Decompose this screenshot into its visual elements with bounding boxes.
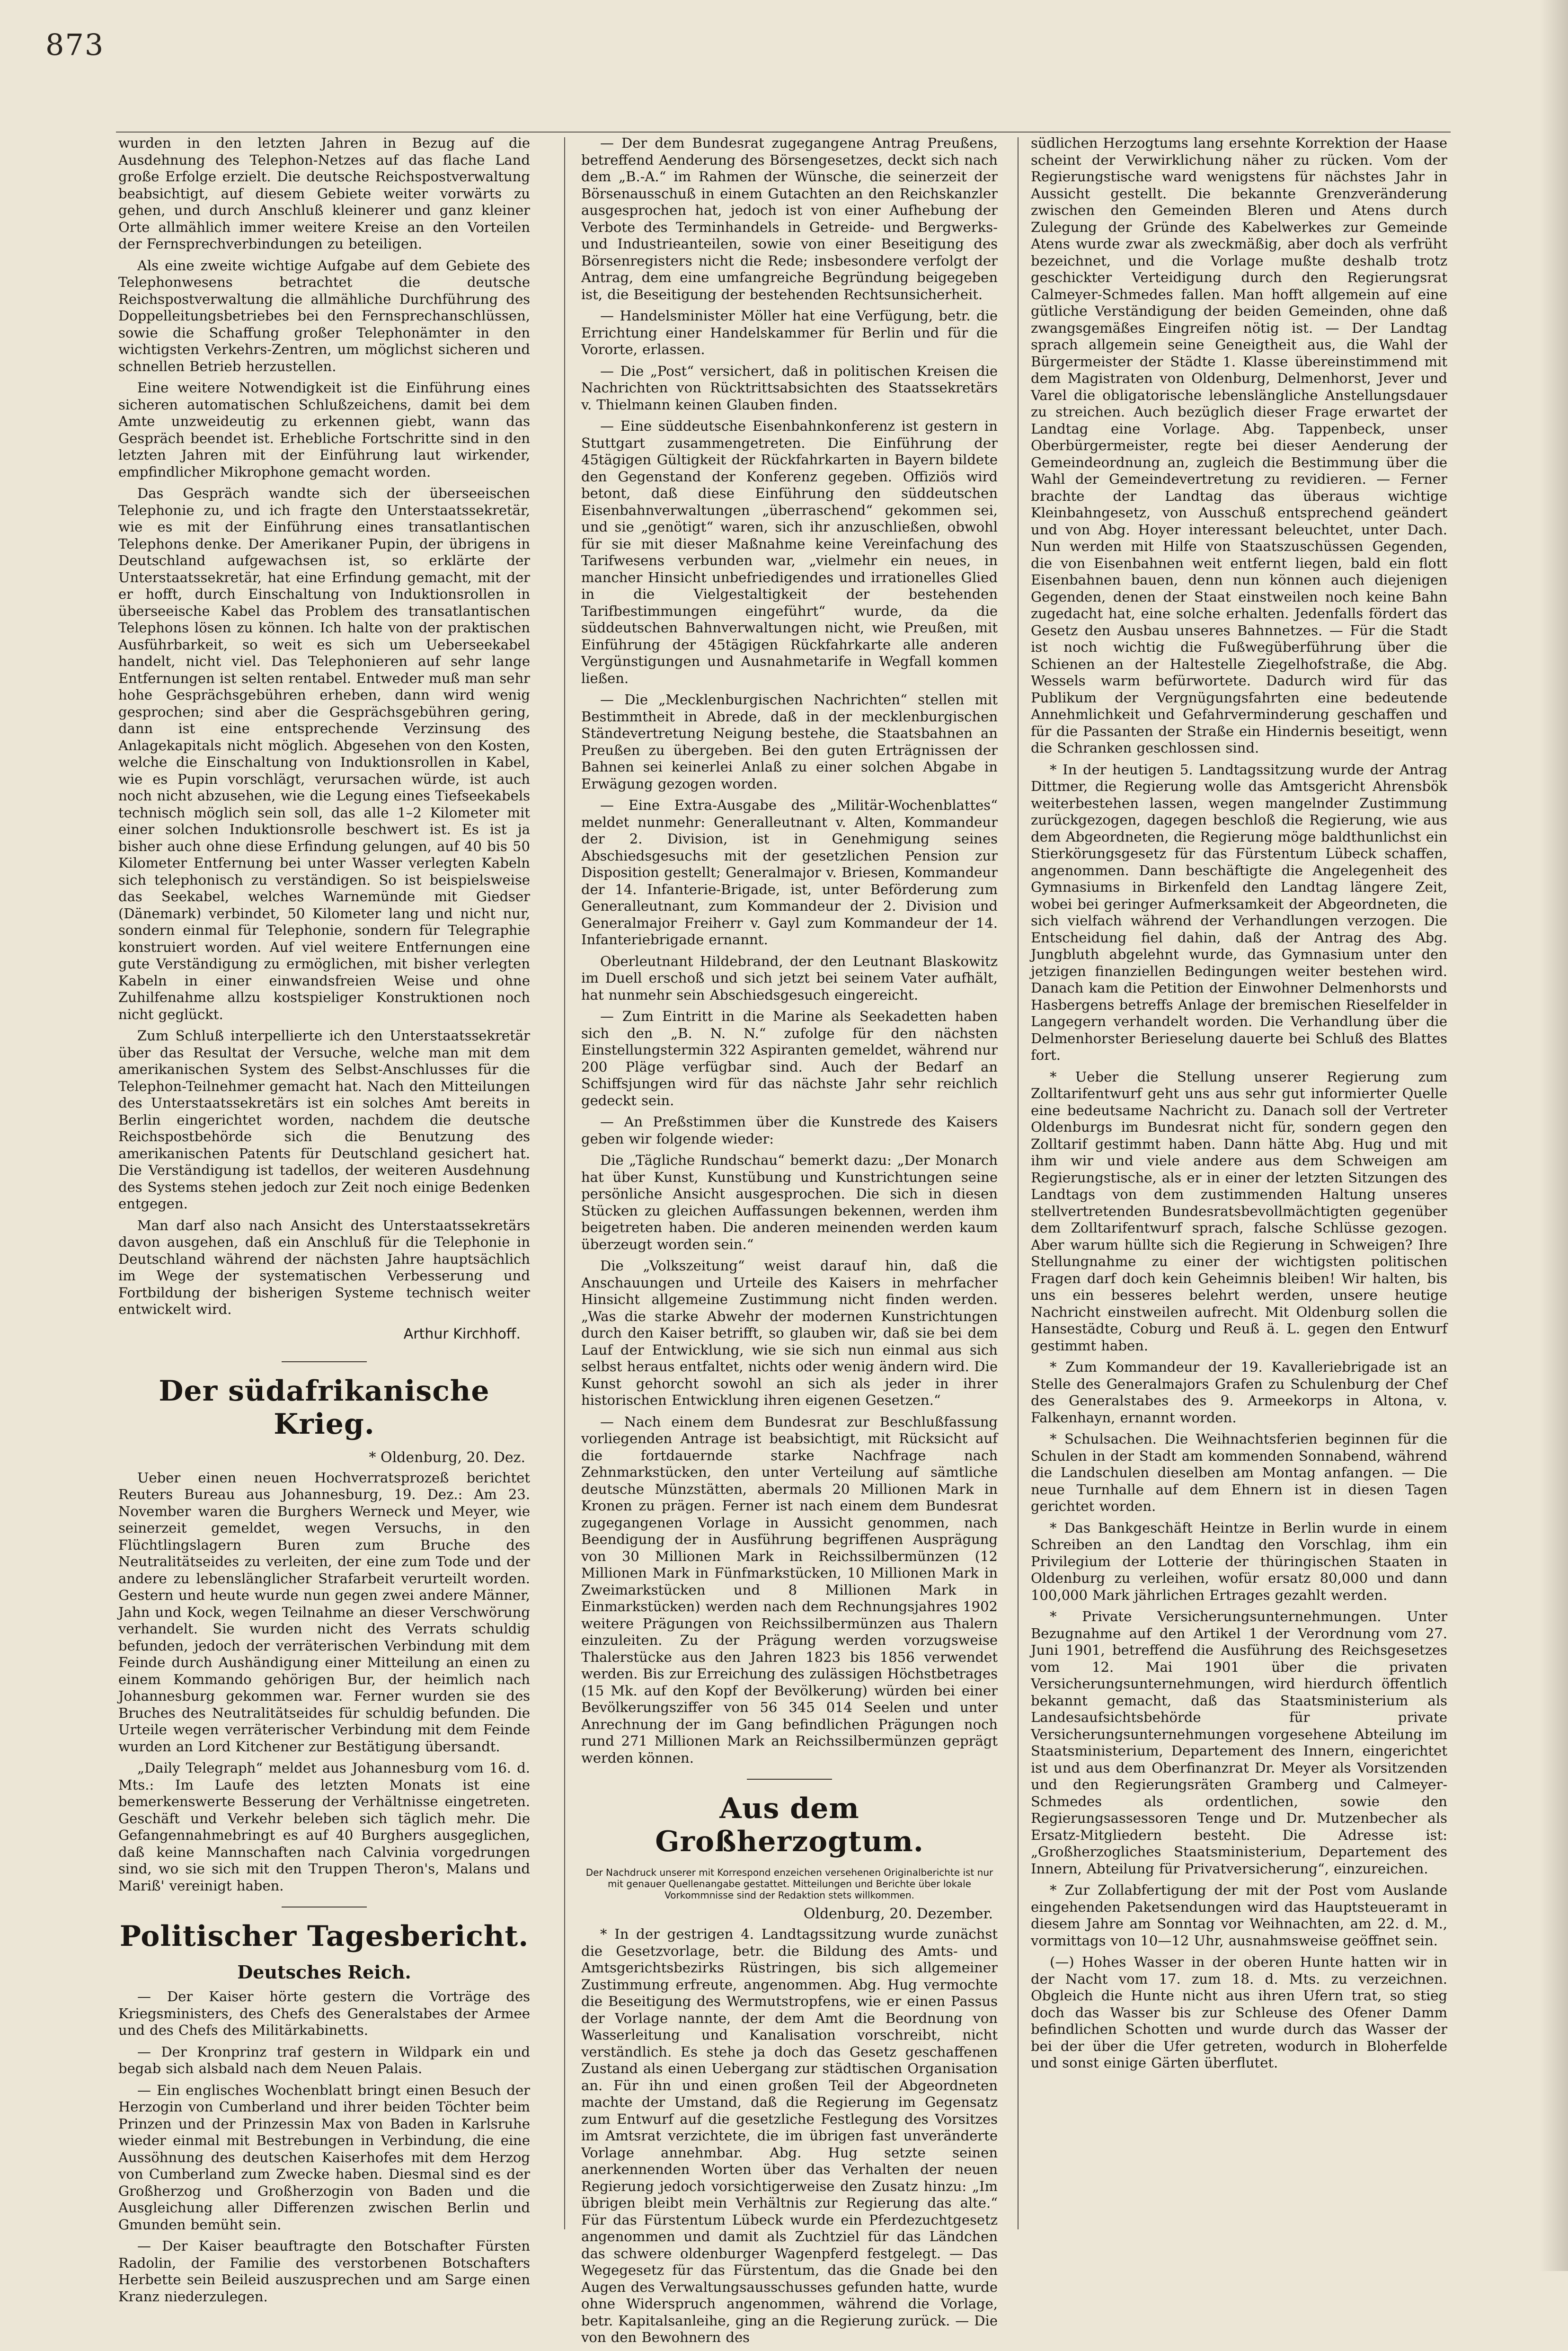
section-headline: Politischer Tagesbericht.: [119, 1920, 529, 1953]
news-item: — Eine süddeutsche Eisenbahnkonferenz ist gestern in Stuttgart zusammengetreten. Die Einführung der 45tägigen Gültigkeit der Rückfahrkarten in Bayern bildete den Gegenstand der Konferenz gegeben. Offiziös wird betont, daß diese Einführung den süddeutschen Eisenbahnverwaltungen „überraschend“ gekommen sei, und sie „genötigt“ waren, sich ihr anzuschließen, obwohl für sie mit dieser Maßnahme keine Vereinfachung des Tarifwesens verbunden war, „vielmehr ein neues, in mancher Hinsicht unbefriedigendes und irrationelles Glied in die Vielgestaltigkeit der bestehenden Tarifbestimmungen eingeführt“ wurde, da die süddeutschen Bahnverwaltungen nicht, wie Preußen, mit Einführung der 45tägigen Rückfahrkarte alle anderen Vergünstigungen und Ausnahmetarife in Wegfall kommen ließen.: [581, 418, 998, 686]
article-paragraph: wurden in den letzten Jahren in Bezug auf die Ausdehnung des Telephon-Netzes auf das flache Land große Erfolge erzielt. Die deutsche Reichspostverwaltung beabsichtigt, auf diesem Gebiete weiter vorwärts zu gehen, und durch Anschluß kleinerer und ganz kleiner Orte allmählich immer weitere Kreise an den Vorteilen der Fernsprechverbindungen zu beteiligen.: [118, 135, 530, 252]
section-headline: Der südafrikanische Krieg.: [159, 1374, 490, 1441]
news-item: * Private Versicherungsunternehmungen. Unter Bezugnahme auf den Artikel 1 der Verordnung vom 27. Juni 1901, betreffend die Ausführung des Reichsgesetzes vom 12. Mai 1901 über die privaten Versicherungsunternehmungen, wird hierdurch öffentlich bekannt gemacht, daß das Staatsministerium als Landesaufsichtsbehörde für private Versicherungsunternehmungen vorgesehene Abteilung im Staatsministerium, Departement des Innern, eingerichtet ist und aus dem Oberfinanzrat Dr. Meyer als Vorsitzenden und den Regierungsräten Gramberg und Calmeyer-Schmedes als ordentlichen, sowie den Regierungsassessoren Tenge und Dr. Mutzenbecher als Ersatz-Mitgliedern besteht. Die Adresse ist: „Großherzogliches Staatsministerium, Departement des Innern, Abteilung für Privatversicherung“, einzureichen.: [1031, 1608, 1447, 1877]
news-item: * Ueber die Stellung unserer Regierung zum Zolltarifentwurf geht uns aus sehr gut informierter Quelle eine bedeutsame Nachricht zu. Danach soll der Vertreter Oldenburgs im Bundesrat nicht für, sondern gegen den Zolltarif gestimmt haben. Dann hätte Abg. Hug und mit ihm wir und viele andere aus dem Schweigen am Regierungstische, als er in einer der letzten Sitzungen des Landtags von dem zustimmenden Haltung unseres stellvertretenden Bundesratsbevollmächtigten gegenüber dem Zolltarifentwurf sprach, falsche Schlüsse gezogen. Aber warum hüllte sich die Regierung in Schweigen? Ihre Stellungnahme zu einer der wichtigsten politischen Fragen darf doch kein Geheimnis bleiben! Wir halten, bis uns ein besseres belehrt werden, unsere heutige Nachricht einstweilen aufrecht. Mit Oldenburg sollen die Hansestädte, Coburg und Reuß ä. L. gegen den Entwurf gestimmt haben.: [1031, 1068, 1447, 1354]
section-separator: [747, 1779, 832, 1780]
top-rule: [116, 132, 1451, 133]
reprint-note: Der Nachdruck unserer mit Korrespond enzeichen versehenen Originalberichte ist nur mit genauer Quellenangabe gestattet. Mitteilungen und Berichte über lokale Vorkommnisse sind der Redaktion stets willkommen.: [585, 1867, 993, 1901]
news-item: — Ein englisches Wochenblatt bringt einen Besuch der Herzogin von Cumberland und ihrer beiden Töchter beim Prinzen und der Prinzessin Max von Baden in Karlsruhe wieder einmal mit Bestrebungen in Verbindung, die eine Aussöhnung des deutschen Kaiserhofes mit dem Herzog von Cumberland zum Zwecke haben. Diesmal sind es der Großherzog und Großherzogin von Baden und die Ausgleichung aller Differenzen zwischen Berlin und Gmunden bemüht sein.: [118, 2082, 530, 2233]
article-paragraph: Man darf also nach Ansicht des Unterstaatssekretärs davon ausgehen, daß ein Anschluß für die Telephonie in Deutschland während der nächsten Jahre hauptsächlich im Wege der systematischen Verbesserung und Fortbildung der bisherigen Systeme technisch weiter entwickelt wird.: [118, 1217, 530, 1317]
news-item: * Schulsachen. Die Weihnachtsferien beginnen für die Schulen in der Stadt am kommenden Sonnabend, während die Landschulen dieselben am Montag anfangen. — Die neue Turnhalle auf dem Ehnern ist in diesen Tagen gerichtet worden.: [1031, 1431, 1447, 1514]
news-item: Die „Tägliche Rundschau“ bemerkt dazu: „Der Monarch hat über Kunst, Kunstübung und Kunstrichtungen seine persönliche Ansicht ausgesprochen. Die sich in diesen Stücken zu gleichen Auffassungen bekennen, werden ihm beigetreten haben. Die anderen meinenden werden kaum überzeugt worden sein.“: [581, 1152, 998, 1252]
article-paragraph: Als eine zweite wichtige Aufgabe auf dem Gebiete des Telephonwesens betrachtet die deutsche Reichspostverwaltung die allmähliche Durchführung des Doppelleitungsbetriebes bei den Fernsprechanschlüssen, sowie die Schaffung großer Telephonämter in den wichtigsten Verkehrs-Zentren, um möglichst sicheren und schnellen Betrieb herzustellen.: [118, 257, 530, 374]
news-item: — Zum Eintritt in die Marine als Seekadetten haben sich den „B. N. N.“ zufolge für den nächsten Einstellungstermin 322 Aspiranten gemeldet, während nur 200 Pläge verfügbar sind. Auch der Bedarf an Schiffsjungen wird für das nächste Jahr sehr reichlich gedeckt sein.: [581, 1008, 998, 1109]
news-item: Oberleutnant Hildebrand, der den Leutnant Blaskowitz im Duell erschoß und sich jetzt bei seinem Vater aufhält, hat nunmehr sein Abschiedsgesuch eingereicht.: [581, 953, 998, 1003]
dateline: * Oldenburg, 20. Dez.: [369, 1449, 525, 1466]
article-paragraph: „Daily Telegraph“ meldet aus Johannesburg vom 16. d. Mts.: Im Laufe des letzten Monats ist eine bemerkenswerte Besserung der Verhältnisse eingetreten. Geschäft und Verkehr beleben sich täglich mehr. Die Gefangennahmebringt es auf 40 Burghers ausgeglichen, daß keine Mannschaften nach Calvinia vorgedrungen sind, wo sie sich mit den Truppen Theron's, Malans und Mariß' vereinigt haben.: [118, 1760, 530, 1894]
news-item: — Der dem Bundesrat zugegangene Antrag Preußens, betreffend Aenderung des Börsengesetzes, deckt sich nach dem „B.-A.“ im Rahmen der Wünsche, die seinerzeit der Börsenausschuß in einem Gutachten an den Reichskanzler ausgesprochen hat, jedoch ist von einer Aufhebung der Verbote des Terminhandels in Getreide- und Bergwerks- und Industrieanteilen, sowie von einer Beseitigung des Börsenregisters nicht die Rede; insbesondere verfolgt der Antrag, dem eine umfangreiche Begründung beigegeben ist, die Beseitigung der bestehenden Rechtsunsicherheit.: [581, 135, 998, 302]
page-edge-shadow: [1540, 0, 1568, 2271]
section-headline: Aus dem Großherzogtum.: [655, 1792, 924, 1858]
article-paragraph: Ueber einen neuen Hochverratsprozeß berichtet Reuters Bureau aus Johannesburg, 19. Dez.: Am 23. November waren die Burghers Werneck und Meyer, wie seinerzeit gemeldet, wegen Versuchs, in den Flüchtlingslagern Buren zum Bruche des Neutralitätseides zu verleiten, der eine zum Tode und der andere zu lebenslänglicher Strafarbeit verurteilt worden. Gestern und heute wurde nun gegen zwei andere Männer, Jahn und Kock, wegen Teilnahme an dieser Verschwörung verhandelt. Sie wurden nicht des Verrats schuldig befunden, jedoch der verräterischen Verbindung mit dem Feinde durch Aushändigung einer Mitteilung an einen zu einem Kommando gehörigen Bur, der heimlich nach Johannesburg gekommen war. Ferner wurden sie des Bruches des Neutralitätseides für schuldig befunden. Die Urteile wegen verräterischer Verbindung mit dem Feinde wurden an Lord Kitchener zur Bestätigung übersandt.: [118, 1469, 530, 1755]
author-byline: Arthur Kirchhoff.: [403, 1325, 521, 1342]
section-subheadline: Deutsches Reich.: [237, 1961, 411, 1983]
column-middle: [581, 135, 998, 2351]
news-item: — Der Kaiser hörte gestern die Vorträge des Kriegsministers, des Chefs des Generalstabes der Armee und des Chefs des Militärkabinetts.: [118, 1988, 530, 2038]
article-paragraph: Zum Schluß interpellierte ich den Unterstaatssekretär über das Resultat der Versuche, welche man mit dem amerikanischen System des Selbst-Anschlusses für die Telephon-Teilnehmer gemacht hat. Nach den Mitteilungen des Unterstaatssekretärs ist ein solches Amt bereits in Berlin eingerichtet worden, nachdem die deutsche Reichspostbehörde sich die Benutzung des amerikanischen Patents für Deutschland gesichert hat. Die Verständigung ist tadellos, der weiteren Ausdehnung des Systems stehen jedoch zur Zeit noch einige Bedenken entgegen.: [118, 1028, 530, 1212]
news-item: südlichen Herzogtums lang ersehnte Korrektion der Haase scheint der Verwirklichung näher zu rücken. Vom der Regierungstische ward wenigstens für nächstes Jahr in Aussicht gestellt. Die bekannte Grenzveränderung zwischen den Gemeinden Bleren und Atens durch Zulegung der Gründe des Kabelwerkes zur Gemeinde Atens wurde zwar als zweckmäßig, aber doch als verfrüht bezeichnet, und die Vorlage mußte deshalb trotz geschickter Verteidigung durch den Regierungsrat Calmeyer-Schmedes fallen. Man hofft allgemein auf eine gütliche Verständigung der beiden Gemeinden, ohne daß zwangsgemäßes Eingreifen nötig ist. — Der Landtag sprach allgemein seine Geneigtheit aus, die Wahl der Bürgermeister der Städte 1. Klasse übereinstimmend mit dem Magistraten von Oldenburg, Delmenhorst, Jever und Varel die obligatorische lebenslängliche Anstellungsdauer zu streichen. Auch bezüglich dieser Frage erwartet der Landtag eine Vorlage. Abg. Tappenbeck, unser Oberbürgermeister, regte bei dieser Aenderung der Gemeindeordnung an, zugleich die Bestimmung über die Wahl der Gemeindevertretung zu revidieren. — Ferner brachte der Landtag das überaus wichtige Kleinbahngesetz, von Ausschuß entsprechend geändert und von Abg. Hoyer interessant beleuchtet, unter Dach. Nun werden mit Hilfe von Staatszuschüssen Gegenden, die von Eisenbahnen weit entfernt liegen, bald ein flott Eisenbahnen bauen, denn nun können auch diejenigen Gegenden, denen der Staat einstweilen noch keine Bahn zugedacht hat, eine solche erhalten. Jedenfalls fördert das Gesetz den Ausbau unseres Bahnnetzes. — Für die Stadt ist noch wichtig die Fußwegüberführung über die Schienen an der Haltestelle Ziegelhofstraße, die Abg. Wessels warm befürwortete. Dadurch wird für das Publikum der Vergnügungsfahrten eine bedeutende Annehmlichkeit und Gefahrverminderung geschaffen und für die Passanten der Straße ein Hindernis beseitigt, wenn die Schranken geschlossen sind.: [1031, 135, 1447, 756]
news-item: — Die „Mecklenburgischen Nachrichten“ stellen mit Bestimmtheit in Abrede, daß in der mecklenburgischen Ständevertretung Neigung bestehe, die Staatsbahnen an Preußen zu übergeben. Bei den guten Erträgnissen der Bahnen sei keinerlei Anlaß zu einer solchen Abgabe in Erwägung gezogen worden.: [581, 692, 998, 792]
news-item: — Der Kronprinz traf gestern in Wildpark ein und begab sich alsbald nach dem Neuen Palais.: [118, 2043, 530, 2076]
news-item: * Zum Kommandeur der 19. Kavalleriebrigade ist an Stelle des Generalmajors Grafen zu Schulenburg der Chef des Generalstabes des 9. Armeekorps in Altona, v. Falkenhayn, ernannt worden.: [1031, 1359, 1447, 1426]
dateline: Oldenburg, 20. Dezember.: [803, 1906, 993, 1922]
news-item: * In der gestrigen 4. Landtagssitzung wurde zunächst die Gesetzvorlage, betr. die Bildung des Amts- und Amtsgerichtsbezirks Rüstringen, bis sich allgemeiner Zustimmung erfreute, angenommen. Abg. Hug vermochte die Beseitigung des Wermutstropfens, wie er einen Passus der Vorlage nannte, der dem Amt die Beordnung von Wasserleitung und Kanalisation vorschreibt, nicht verständlich. Es stehe ja doch das Gesetz geschaffenen Zustand als einen Uebergang zur städtischen Organisation an. Für ihn und einen großen Teil der Abgeordneten machte der Umstand, daß die Regierung im Gegensatz zum Entwurf auf die gesetzliche Festlegung des Vorsitzes im Amtsrat verzichtete, die im übrigen fast unveränderte Vorlage annehmbar. Abg. Hug setzte seinen anerkennenden Worten über das Verhalten der neuen Regierung jedoch vorsichtigerweise den Zusatz hinzu: „Im übrigen bleibt mein Verhältnis zur Regierung das alte.“ Für das Fürstentum Lübeck wurde ein Pferdezuchtgesetz angenommen und damit als Zuchtziel für das Ländchen das schwere oldenburger Wagenpferd festgelegt. — Das Wegegesetz für das Fürstentum, das die Gnade bei den Augen des Verwaltungsausschusses gefunden hatte, wurde ohne Widerspruch angenommen, während die Vorlage, betr. Kapitalsanleihe, ging an die Regierung zurück. — Die von den Bewohnern des: [581, 1926, 998, 2345]
news-item: — Eine Extra-Ausgabe des „Militär-Wochenblattes“ meldet nunmehr: Generalleutnant v. Alten, Kommandeur der 2. Division, ist in Genehmigung seines Abschiedsgesuchs mit der gesetzlichen Pension zur Disposition gestellt; Generalmajor v. Briesen, Kommandeur der 14. Infanterie-Brigade, ist, unter Beförderung zum Generalleutnant, zum Kommandeur der 2. Division und Generalmajor Freiherr v. Gayl zum Kommandeur der 14. Infanteriebrigade ernannt.: [581, 797, 998, 948]
column-right: [1031, 135, 1447, 2076]
news-item: — Die „Post“ versichert, daß in politischen Kreisen die Nachrichten von Rücktrittsabsichten des Staatssekretärs v. Thielmann keinen Glauben finden.: [581, 363, 998, 413]
news-item: — An Preßstimmen über die Kunstrede des Kaisers geben wir folgende wieder:: [581, 1114, 998, 1147]
article-paragraph: Das Gespräch wandte sich der überseeischen Telephonie zu, und ich fragte den Unterstaatssekretär, wie es mit der Einführung eines transatlantischen Telephons denke. Der Amerikaner Pupin, der übrigens in Deutschland aufgewachsen ist, so erklärte der Unterstaatssekretär, hat eine Erfindung gemacht, mit der er hofft, durch Einschaltung von Induktionsrollen in überseeische Kabel das Problem des transatlantischen Telephons lösen zu können. Ich halte von der praktischen Ausführbarkeit, so weit es sich um Ueberseekabel handelt, nicht viel. Das Telephonieren auf sehr lange Entfernungen ist selten rentabel. Entweder muß man sehr hohe Gesprächsgebühren erheben, dann wird wenig gesprochen; sind aber die Gesprächsgebühren gering, dann ist eine entsprechende Verzinsung des Anlagekapitals nicht möglich. Abgesehen von den Kosten, welche die Einschaltung von Induktionsrollen in Kabel, wie es Pupin vorschlägt, verursachen würde, ist auch noch nicht abzusehen, wie die Legung eines Tiefseekabels technisch möglich sein soll, das alle 1–2 Kilometer mit einer solchen Induktionsrolle beschwert ist. Es ist ja bisher auch ohne diese Erfindung gelungen, auf 40 bis 50 Kilometer Entfernung bei unter Wasser verlegten Kabeln sich telephonisch zu verständigen. So ist beispielsweise das Seekabel, welches Warnemünde mit Giedser (Dänemark) verbindet, 50 Kilometer lang und nicht nur, sondern einmal für Telephonie, sondern für Telegraphie konstruiert worden. Auf viel weitere Entfernungen eine gute Verständigung zu ermöglichen, mit bisher verlegten Kabeln in einer einwandsfreien Weise und ohne Zuhilfenahme allzu kostspieliger Konstruktionen noch nicht geglückt.: [118, 485, 530, 1022]
news-item: — Nach einem dem Bundesrat zur Beschlußfassung vorliegenden Antrage ist beabsichtigt, mit Rücksicht auf die fortdauernde starke Nachfrage nach Zehnmarkstücken, den unter Verteilung auf sämtliche deutsche Münzstätten, abermals 20 Millionen Mark in Kronen zu prägen. Ferner ist nach einem dem Bundesrat zugegangenen Vorlage in Aussicht genommen, nach Beendigung der in Ausführung begriffenen Ausprägung von 30 Millionen Mark in Reichssilbermünzen (12 Millionen Mark in Fünfmarkstücken, 10 Millionen Mark in Zweimarkstücken und 8 Millionen Mark in Einmarkstücken) werden nach dem Rechnungsjahres 1902 weitere Prägungen von Reichssilbermünzen aus Thalern einzuleiten. Zu der Prägung werden vorzugsweise Thalerstücke aus den Jahren 1823 bis 1856 verwendet werden. Bis zur Erreichung des zulässigen Höchstbetrages (15 Mk. auf den Kopf der Bevölkerung) würden bei einer Bevölkerungsziffer von 56 345 014 Seelen und unter Anrechnung der im Gang befindlichen Prägungen noch rund 271 Millionen Mark an Reichssilbermünzen geprägt werden können.: [581, 1413, 998, 1766]
news-item: Die „Volkszeitung“ weist darauf hin, daß die Anschauungen und Urteile des Kaisers in mehrfacher Hinsicht allgemeine Zustimmung nicht finden werden. „Was die starke Abwehr der modernen Kunstrichtungen durch den Kaiser betrifft, so glauben wir, daß sie bei dem Lauf der Entwicklung, wie sie sich nun einmal aus sich selbst heraus entfaltet, nichts oder wenig ändern wird. Die Kunst gehorcht sowohl an sich als jeder in ihrer historischen Entwicklung ihren eigenen Gesetzen.“: [581, 1258, 998, 1408]
column-left: [118, 135, 530, 2310]
page-number: 873: [45, 27, 105, 62]
news-item: — Der Kaiser beauftragte den Botschafter Fürsten Radolin, der Familie des verstorbenen Botschafters Herbette sein Beileid auszusprechen und am Sarge einen Kranz niederzulegen.: [118, 2238, 530, 2305]
news-item: * Zur Zollabfertigung der mit der Post vom Auslande eingehenden Paketsendungen wird das Hauptsteueramt in diesem Jahre am Sonntag vor Weihnachten, am 22. d. M., vormittags von 10—12 Uhr, ausnahmsweise geöffnet sein.: [1031, 1882, 1447, 1949]
column-divider: [564, 137, 565, 2229]
section-separator: [282, 1361, 367, 1362]
news-item: — Handelsminister Möller hat eine Verfügung, betr. die Errichtung einer Handelskammer für Berlin und für die Vororte, erlassen.: [581, 308, 998, 357]
column-divider: [1018, 137, 1019, 2229]
news-item: (—) Hohes Wasser in der oberen Hunte hatten wir in der Nacht vom 17. zum 18. d. Mts. zu verzeichnen. Obgleich die Hunte nicht aus ihren Ufern trat, so stieg doch das Wasser bis zur Schleuse des Ofener Damm befindlichen Schotten und wurde durch das Wasser der bei der über die Ufer getreten, wodurch in Bloherfelde und sonst einige Gärten überflutet.: [1031, 1954, 1447, 2071]
news-item: * Das Bankgeschäft Heintze in Berlin wurde in einem Schreiben an den Landtag den Vorschlag, ihm ein Privilegium der Lotterie der thüringischen Staaten in Oldenburg zu verleihen, wofür ersatz 80,000 und dann 100,000 Mark jährlichen Ertrages gezahlt werden.: [1031, 1519, 1447, 1603]
article-paragraph: Eine weitere Notwendigkeit ist die Einführung eines sicheren automatischen Schlußzeichens, damit bei dem Amte unzweideutig zu erkennen giebt, wann das Gespräch beendet ist. Erhebliche Fortschritte sind in den letzten Jahren mit der Einführung laut wirkender, empfindlicher Mikrophone gemacht worden.: [118, 380, 530, 480]
news-item: * In der heutigen 5. Landtagssitzung wurde der Antrag Dittmer, die Regierung wolle das Amtsgericht Ahrensbök weiterbestehen lassen, wegen mangelnder Zustimmung zurückgezogen, dagegen beschloß die Regierung, wie aus dem Abgeordneten, die Regierung möge baldthunlichst ein Stierkörungsgesetz für das Fürstentum Lübeck schaffen, angenommen. Dann beschäftigte die Angelegenheit des Gymnasiums in Birkenfeld den Landtag längere Zeit, wobei bei geringer Aufmerksamkeit der Abgeordneten, die sich vielfach während der Verhandlungen verzogen. Die Entscheidung fiel dahin, daß der Antrag des Abg. Jungbluth abgelehnt wurde, das Gymnasium unter den jetzigen finanziellen Bedingungen weiter bestehen wird. Danach kam die Petition der Einwohner Delmenhorsts und Hasbergens betreffs Anlage der bremischen Rieselfelder in Langegern verhandelt worden. Die Verhandlung über die Delmenhorster Berieselung dauerte bei Schluß des Blattes fort.: [1031, 761, 1447, 1063]
